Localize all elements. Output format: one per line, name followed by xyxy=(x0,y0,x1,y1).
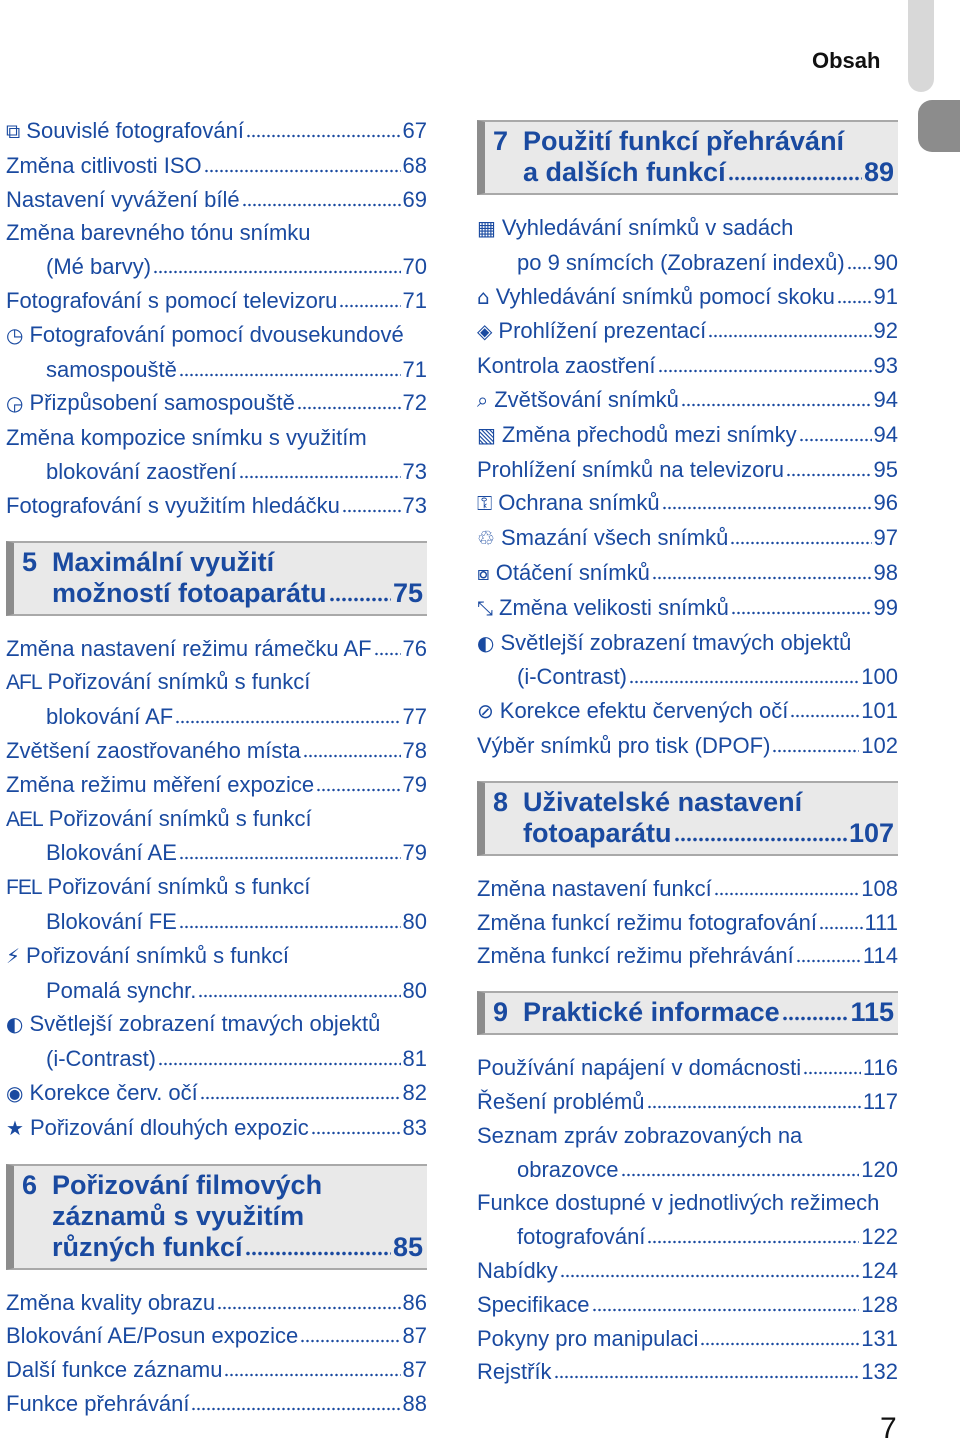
toc-entry-index-display[interactable]: ▦ Vyhledávání snímků v sadách po 9 snímcích (Zobrazení indexů) 90 xyxy=(477,211,898,280)
page-ref: 88 xyxy=(402,1390,427,1416)
dot-leader xyxy=(242,203,401,207)
toc-entry-dpof[interactable]: Výběr snímků pro tisk (DPOF) 102 xyxy=(477,729,898,763)
dot-leader xyxy=(560,1274,860,1278)
toc-entry-image-quality[interactable]: Změna kvality obrazu 86 xyxy=(6,1286,427,1320)
page-ref: 102 xyxy=(861,732,898,758)
dot-leader xyxy=(837,300,872,304)
toc-entry-i-contrast-playback[interactable]: ◐ Světlejší zobrazení tmavých objektů (i-Contrast) 100 xyxy=(477,626,898,695)
toc-entry-af-lock[interactable]: AFL Pořizování snímků s funkcí blokování AF 77 xyxy=(6,665,427,734)
toc-entry-index[interactable]: Rejstřík 132 xyxy=(477,1355,898,1389)
page-ref: 76 xyxy=(402,635,427,661)
dot-leader xyxy=(647,1105,861,1109)
page-ref: 131 xyxy=(861,1325,898,1351)
toc-entry-slideshow[interactable]: ◈ Prohlížení prezentací 92 xyxy=(477,314,898,349)
dot-leader xyxy=(708,334,871,338)
page-ref: 79 xyxy=(402,840,427,866)
dot-leader xyxy=(179,856,401,860)
dot-leader xyxy=(224,1373,400,1377)
self-timer-2s-icon: ◷ xyxy=(6,322,24,347)
dot-leader xyxy=(799,438,872,442)
dot-leader xyxy=(847,266,872,270)
toc-entry-tv-playback[interactable]: Prohlížení snímků na televizoru 95 xyxy=(477,453,898,487)
page-number: 7 xyxy=(880,1412,897,1445)
page-ref: 116 xyxy=(862,1055,898,1081)
page-ref: 71 xyxy=(402,356,427,382)
page-ref: 99 xyxy=(873,594,898,620)
dot-leader xyxy=(796,959,861,963)
protect-key-icon: ⚿ xyxy=(477,491,493,516)
chapter-8-heading[interactable]: 8 Uživatelské nastavení fotoaparátu 107 xyxy=(477,781,898,856)
toc-entry-viewfinder[interactable]: Fotografování s využitím hledáčku 73 xyxy=(6,489,427,523)
dot-leader xyxy=(803,1071,861,1075)
toc-entry-specifications[interactable]: Specifikace 128 xyxy=(477,1288,898,1322)
page-ref: 86 xyxy=(402,1289,427,1315)
dot-leader xyxy=(554,1375,860,1379)
page-ref: 89 xyxy=(863,157,894,187)
toc-entry-ae-shift[interactable]: Blokování AE/Posun expozice 87 xyxy=(6,1319,427,1353)
page-ref: 100 xyxy=(861,664,898,690)
dot-leader xyxy=(652,576,872,580)
toc-entry-playback-mode-functions[interactable]: Změna funkcí režimu přehrávání 114 xyxy=(477,939,898,973)
toc-entry-red-eye[interactable]: ◉ Korekce červ. očí 82 xyxy=(6,1076,427,1111)
page-ref: 87 xyxy=(402,1323,427,1349)
chapter-5-heading[interactable]: 5 Maximální využití možností fotoaparátu 75 xyxy=(6,541,427,616)
page-ref: 75 xyxy=(392,577,423,608)
magnify-icon: ⌕ xyxy=(477,387,489,412)
chapter-number: 5 xyxy=(22,546,38,577)
toc-entry-playback-functions[interactable]: Funkce přehrávání 88 xyxy=(6,1387,427,1421)
toc-entry-focus-check[interactable]: Kontrola zaostření 93 xyxy=(477,349,898,383)
dot-leader xyxy=(658,369,872,373)
page-ref: 124 xyxy=(861,1257,898,1283)
toc-entry-tv-shooting[interactable]: Fotografování s pomocí televizoru 71 xyxy=(6,284,427,318)
erase-icon: ♲ xyxy=(477,526,495,551)
page-ref: 97 xyxy=(873,525,898,551)
index-display-icon: ▦ xyxy=(477,216,496,240)
dot-leader xyxy=(730,541,871,545)
transition-icon: ▧ xyxy=(477,422,496,447)
toc-entry-rotate[interactable]: ⧇ Otáčení snímků 98 xyxy=(477,556,898,591)
dot-leader xyxy=(153,270,400,274)
af-lock-icon: AFL xyxy=(6,671,42,695)
chapter-9-heading[interactable]: 9 Praktické informace 115 xyxy=(477,991,898,1035)
dot-leader xyxy=(728,176,862,181)
toc-entry-protect[interactable]: ⚿ Ochrana snímků 96 xyxy=(477,486,898,521)
page-ref: 81 xyxy=(402,1046,427,1072)
toc-entry-magnify[interactable]: ⌕ Zvětšování snímků 94 xyxy=(477,383,898,418)
red-eye-icon: ◉ xyxy=(6,1080,24,1105)
toc-entry-i-contrast[interactable]: ◐ Světlejší zobrazení tmavých objektů (i-Contrast) 81 xyxy=(6,1007,427,1076)
page-ref: 95 xyxy=(873,456,898,482)
page-ref: 90 xyxy=(873,249,898,275)
toc-entry-custom-timer[interactable]: ◶ Přizpůsobení samospouště 72 xyxy=(6,386,427,421)
slow-synchro-icon: ⚡ xyxy=(6,943,21,968)
custom-timer-icon: ◶ xyxy=(6,391,24,416)
dot-leader xyxy=(731,611,872,615)
chapter-tab-light xyxy=(908,0,934,92)
dot-leader xyxy=(179,925,401,929)
page-ref: 82 xyxy=(402,1079,427,1105)
page-ref: 72 xyxy=(402,390,427,416)
page-ref: 69 xyxy=(402,186,427,212)
toc-entry-continuous-shooting[interactable]: ⧉ Souvislé fotografování 67 xyxy=(6,114,427,149)
ae-lock-icon: AEL xyxy=(6,807,43,831)
page-ref: 96 xyxy=(873,490,898,516)
dot-leader xyxy=(786,473,872,477)
toc-entry-my-colors[interactable]: Změna barevného tónu snímku (Mé barvy) 70 xyxy=(6,216,427,284)
chapter-tab-dark xyxy=(918,100,960,152)
toc-entry-metering[interactable]: Změna režimu měření expozice 79 xyxy=(6,768,427,802)
toc-entry-resize[interactable]: ⤡ Změna velikosti snímků 99 xyxy=(477,591,898,626)
dot-leader xyxy=(200,1096,401,1100)
dot-leader xyxy=(629,680,859,684)
dot-leader xyxy=(300,1339,400,1343)
dot-leader xyxy=(339,304,400,308)
page-ref: 71 xyxy=(402,287,427,313)
page-ref: 111 xyxy=(864,909,898,935)
dot-leader xyxy=(297,406,401,410)
toc-entry-ac-power[interactable]: Používání napájení v domácnosti 116 xyxy=(477,1051,898,1085)
toc-entry-shooting-mode-functions[interactable]: Změna funkcí režimu fotografování 111 xyxy=(477,906,898,940)
page-ref: 73 xyxy=(402,492,427,518)
toc-entry-transition[interactable]: ▧ Změna přechodů mezi snímky 94 xyxy=(477,418,898,453)
page-ref: 115 xyxy=(850,997,894,1028)
dot-leader xyxy=(303,754,401,758)
page-ref: 98 xyxy=(873,559,898,585)
i-contrast-icon: ◐ xyxy=(477,630,495,655)
chapter-number: 9 xyxy=(493,997,509,1028)
toc-entry-menus[interactable]: Nabídky 124 xyxy=(477,1254,898,1288)
page-ref: 67 xyxy=(402,118,427,143)
page-ref: 128 xyxy=(861,1291,898,1317)
page-ref: 94 xyxy=(873,386,898,412)
toc-entry-focus-lock[interactable]: Změna kompozice snímku s využitím blokování zaostření 73 xyxy=(6,421,427,489)
toc-entry-long-exposure[interactable]: ★ Pořizování dlouhých expozic 83 xyxy=(6,1111,427,1146)
chapter-number: 7 xyxy=(493,126,509,156)
toc-entry-handling[interactable]: Pokyny pro manipulaci 131 xyxy=(477,1322,898,1356)
dot-leader xyxy=(681,403,872,407)
page-ref: 87 xyxy=(402,1357,427,1383)
toc-entry-white-balance[interactable]: Nastavení vyvážení bílé 69 xyxy=(6,183,427,217)
page-ref: 80 xyxy=(402,977,427,1003)
dot-leader xyxy=(217,1306,400,1310)
chapter-number: 8 xyxy=(493,786,509,817)
toc-entry-function-settings[interactable]: Změna nastavení funkcí 108 xyxy=(477,872,898,906)
dot-leader xyxy=(316,788,400,792)
toc-entry-erase-all[interactable]: ♲ Smazání všech snímků 97 xyxy=(477,521,898,556)
dot-leader xyxy=(772,749,859,753)
rotate-icon: ⧇ xyxy=(477,560,490,585)
page-ref: 122 xyxy=(861,1224,898,1250)
toc-entry-focus-magnify[interactable]: Zvětšení zaostřovaného místa 78 xyxy=(6,734,427,768)
dot-leader xyxy=(342,509,401,513)
dot-leader xyxy=(246,134,401,138)
chapter-number: 6 xyxy=(22,1169,38,1200)
chapter-7-heading[interactable]: 7 Použití funkcí přehrávání a dalších funkcí 89 xyxy=(477,120,898,195)
dot-leader xyxy=(674,837,847,842)
page-ref: 91 xyxy=(873,283,898,309)
page-ref: 85 xyxy=(392,1231,423,1262)
toc-entry-messages[interactable]: Seznam zpráv zobrazovaných na obrazovce 120 xyxy=(477,1119,898,1187)
dot-leader xyxy=(782,1016,849,1021)
page-ref: 79 xyxy=(402,771,427,797)
dot-leader xyxy=(621,1173,860,1177)
toc-entry-iso[interactable]: Změna citlivosti ISO 68 xyxy=(6,149,427,183)
page-ref: 120 xyxy=(861,1156,898,1182)
dot-leader xyxy=(204,169,401,173)
slideshow-icon: ◈ xyxy=(477,319,493,344)
dot-leader xyxy=(311,1131,401,1135)
page-ref: 73 xyxy=(402,458,427,484)
page-ref: 114 xyxy=(862,943,898,969)
dot-leader xyxy=(592,1308,860,1312)
page-ref: 93 xyxy=(873,353,898,379)
dot-leader xyxy=(179,373,401,377)
page-ref: 117 xyxy=(862,1088,898,1114)
dot-leader xyxy=(714,892,859,896)
i-contrast-icon: ◐ xyxy=(6,1012,24,1037)
toc-entry-red-eye-correction[interactable]: ⊘ Korekce efektu červených očí 101 xyxy=(477,694,898,729)
header-title: Obsah xyxy=(812,48,881,73)
page-ref: 108 xyxy=(861,875,898,901)
toc-entry-slow-synchro[interactable]: ⚡ Pořizování snímků s funkcí Pomalá synchr. 80 xyxy=(6,939,427,1008)
resize-icon: ⤡ xyxy=(477,595,493,620)
page-ref: 80 xyxy=(402,908,427,934)
dot-leader xyxy=(329,597,391,602)
toc-entry-functions-by-mode[interactable]: Funkce dostupné v jednotlivých režimech fotografování 122 xyxy=(477,1186,898,1254)
dot-leader xyxy=(175,720,400,724)
dot-leader xyxy=(374,652,401,656)
toc-entry-2s-timer[interactable]: ◷ Fotografování pomocí dvousekundové samospouště 71 xyxy=(6,318,427,387)
page-ref: 107 xyxy=(848,817,894,848)
dot-leader xyxy=(700,1342,859,1346)
jump-icon: ⌂ xyxy=(477,284,490,309)
dot-leader xyxy=(662,506,872,510)
dot-leader xyxy=(647,1240,859,1244)
toc-left-column xyxy=(6,114,427,1421)
dot-leader xyxy=(819,926,863,930)
toc-entry-fe-lock[interactable]: FEL Pořizování snímků s funkcí Blokování FE 80 xyxy=(6,870,427,939)
dot-leader xyxy=(790,714,859,718)
continuous-shooting-icon: ⧉ xyxy=(6,119,21,143)
page-ref: 77 xyxy=(402,704,427,730)
chapter-6-heading[interactable]: 6 Pořizování filmových záznamů s využitím různých funkcí 85 xyxy=(6,1164,427,1270)
page-ref: 83 xyxy=(402,1114,427,1140)
toc-entry-troubleshooting[interactable]: Řešení problémů 117 xyxy=(477,1085,898,1119)
dot-leader xyxy=(191,1407,400,1411)
toc-entry-other-recording[interactable]: Další funkce záznamu 87 xyxy=(6,1353,427,1387)
toc-entry-ae-lock[interactable]: AEL Pořizování snímků s funkcí Blokování AE 79 xyxy=(6,802,427,871)
toc-entry-jump[interactable]: ⌂ Vyhledávání snímků pomocí skoku 91 xyxy=(477,280,898,315)
page-ref: 68 xyxy=(402,152,427,178)
dot-leader xyxy=(239,475,401,479)
fe-lock-icon: FEL xyxy=(6,876,42,900)
page-ref: 132 xyxy=(861,1359,898,1385)
page-ref: 70 xyxy=(402,254,427,280)
long-exposure-icon: ★ xyxy=(6,1115,24,1140)
page-ref: 101 xyxy=(861,698,898,724)
page-ref: 94 xyxy=(873,421,898,447)
toc-entry-af-frame[interactable]: Změna nastavení režimu rámečku AF 76 xyxy=(6,632,427,666)
toc-right-column xyxy=(477,104,898,1389)
page-ref: 92 xyxy=(873,318,898,344)
dot-leader xyxy=(245,1251,391,1256)
page-ref: 78 xyxy=(402,737,427,763)
red-eye-correction-icon: ⊘ xyxy=(477,699,494,724)
dot-leader xyxy=(158,1062,401,1066)
dot-leader xyxy=(198,994,400,998)
